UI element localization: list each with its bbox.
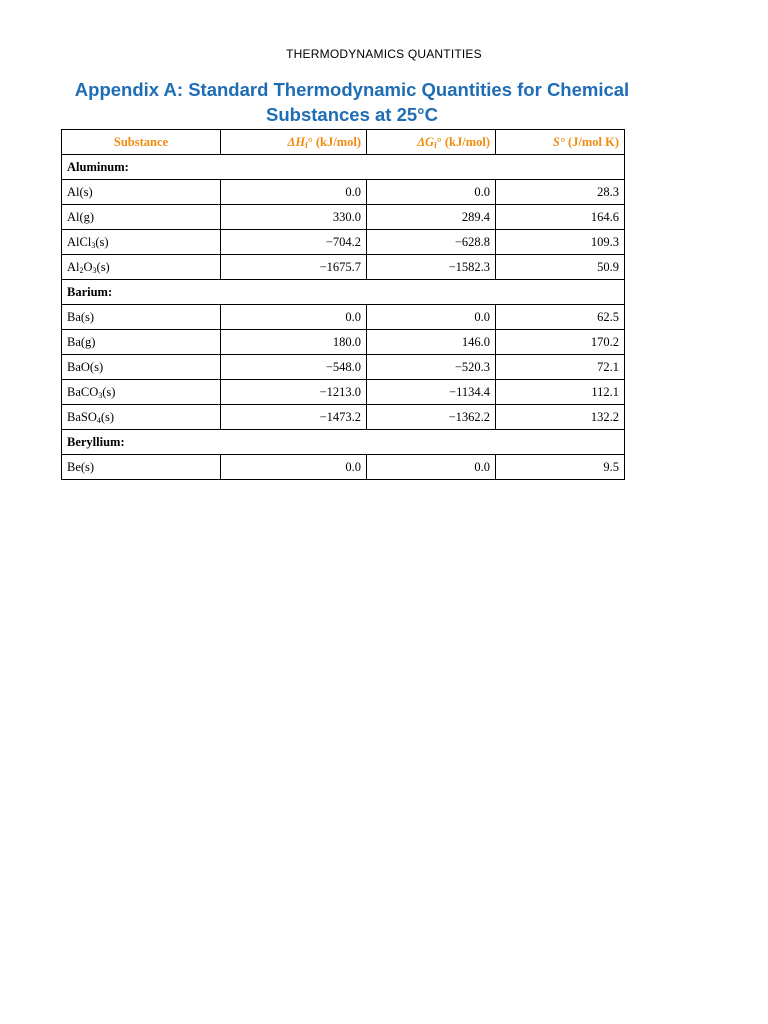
enthalpy-cell: −1473.2 xyxy=(221,405,367,430)
group-label: Beryllium: xyxy=(62,430,625,455)
column-header-enthalpy: $\Delta H_f^\circ$ (kJ/mol) xyxy=(221,130,367,155)
substance-cell: BaSO$_4$(s) xyxy=(62,405,221,430)
substance-cell: Be(s) xyxy=(62,455,221,480)
entropy-cell: 72.1 xyxy=(496,355,625,380)
table-row xyxy=(62,455,625,480)
page-header: THERMODYNAMICS QUANTITIES xyxy=(286,47,482,61)
entropy-cell: 170.2 xyxy=(496,330,625,355)
group-label: Aluminum: xyxy=(62,155,625,180)
table-row xyxy=(62,230,625,255)
table-row xyxy=(62,180,625,205)
gibbs-cell: −1582.3 xyxy=(367,255,496,280)
substance-cell: Ba(s) xyxy=(62,305,221,330)
group-row xyxy=(62,430,625,455)
entropy-cell: 112.1 xyxy=(496,380,625,405)
enthalpy-cell: −1213.0 xyxy=(221,380,367,405)
entropy-cell: 109.3 xyxy=(496,230,625,255)
entropy-cell: 164.6 xyxy=(496,205,625,230)
gibbs-cell: −520.3 xyxy=(367,355,496,380)
enthalpy-cell: −704.2 xyxy=(221,230,367,255)
substance-cell: AlCl$_3$(s) xyxy=(62,230,221,255)
substance-cell: BaO(s) xyxy=(62,355,221,380)
gibbs-cell: −1362.2 xyxy=(367,405,496,430)
substance-cell: Ba(g) xyxy=(62,330,221,355)
column-header-gibbs: $\Delta G_f^\circ$ (kJ/mol) xyxy=(367,130,496,155)
table-row xyxy=(62,205,625,230)
group-label: Barium: xyxy=(62,280,625,305)
column-header-entropy: S° (J/mol K) xyxy=(496,130,625,155)
enthalpy-cell: 0.0 xyxy=(221,180,367,205)
gibbs-cell: 289.4 xyxy=(367,205,496,230)
table-row xyxy=(62,355,625,380)
title-line-1: Appendix A: Standard Thermodynamic Quantities for Chemical xyxy=(74,79,630,100)
gibbs-cell: −1134.4 xyxy=(367,380,496,405)
gibbs-cell: −628.8 xyxy=(367,230,496,255)
enthalpy-cell: −548.0 xyxy=(221,355,367,380)
column-header-substance: Substance xyxy=(62,130,221,155)
substance-cell: Al(g) xyxy=(62,205,221,230)
table-row xyxy=(62,330,625,355)
substance-cell: $Al_2O_3(s)$ xyxy=(62,255,221,280)
table-row xyxy=(62,380,625,405)
gibbs-cell: 146.0 xyxy=(367,330,496,355)
table-row xyxy=(62,255,625,280)
table-header-row xyxy=(62,130,625,155)
table-row xyxy=(62,305,625,330)
group-row xyxy=(62,280,625,305)
substance-cell: Al(s) xyxy=(62,180,221,205)
thermodynamic-table xyxy=(61,129,625,480)
gibbs-cell: 0.0 xyxy=(367,455,496,480)
enthalpy-cell: 0.0 xyxy=(221,305,367,330)
enthalpy-cell: 0.0 xyxy=(221,455,367,480)
title-line-2: Substances at 25°C xyxy=(266,104,438,125)
entropy-cell: 132.2 xyxy=(496,405,625,430)
gibbs-cell: 0.0 xyxy=(367,180,496,205)
entropy-cell: 62.5 xyxy=(496,305,625,330)
enthalpy-cell: −1675.7 xyxy=(221,255,367,280)
entropy-cell: 9.5 xyxy=(496,455,625,480)
document-title xyxy=(62,77,642,127)
enthalpy-cell: 180.0 xyxy=(221,330,367,355)
enthalpy-cell: 330.0 xyxy=(221,205,367,230)
table-row xyxy=(62,405,625,430)
group-row xyxy=(62,155,625,180)
substance-cell: BaCO$_3$(s) xyxy=(62,380,221,405)
gibbs-cell: 0.0 xyxy=(367,305,496,330)
entropy-cell: 50.9 xyxy=(496,255,625,280)
entropy-cell: 28.3 xyxy=(496,180,625,205)
